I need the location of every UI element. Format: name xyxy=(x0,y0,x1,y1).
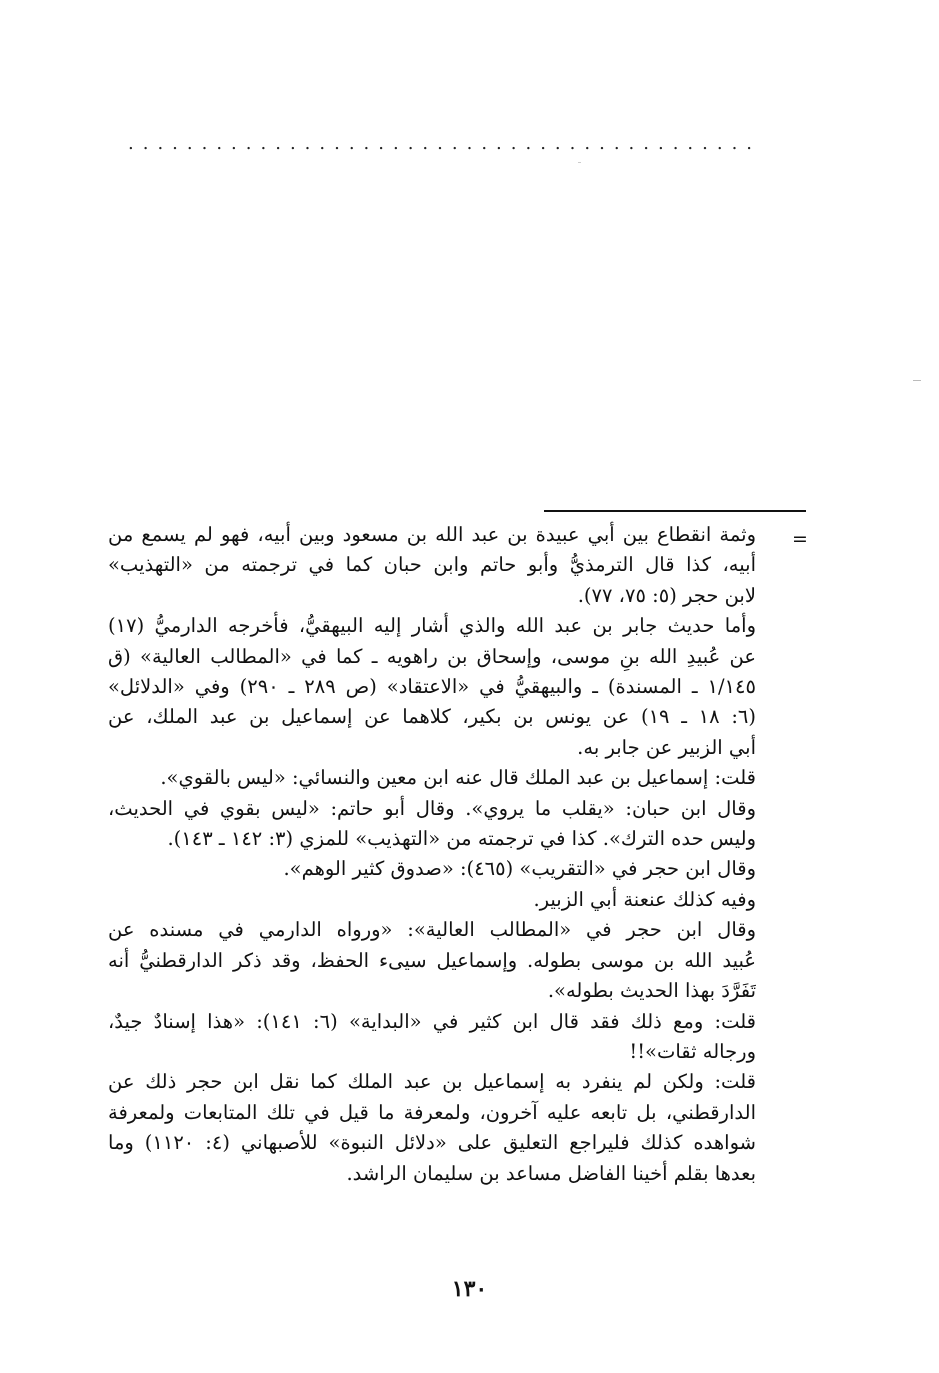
footnote-line: عُبيد الله بن موسى بطوله. وإسماعيل سيىء الحفظ، وقد ذكر الدارقطنيُّ أنه xyxy=(108,948,756,972)
footnote-line: وقال ابن حبان: «يقلب ما يروي». وقال أبو حاتم: «ليس بقوي في الحديث، xyxy=(108,796,756,820)
footnote-continuation-marker: = xyxy=(792,528,808,550)
footnote-line: أبي الزبير عن جابر به. xyxy=(577,735,756,759)
footnote-line: تَفَرَّدَ بهذا الحديث بطوله». xyxy=(547,979,756,1003)
page-number: ١٣٠ xyxy=(451,1276,488,1302)
footnote-line: بعدها بقلم أخينا الفاضل مساعد بن سليمان الراشد. xyxy=(346,1161,756,1185)
footnote-line: (٦: ١٨ ـ ١٩) عن يونس بن بكير، كلاهما عن إسماعيل بن عبد الملك، عن xyxy=(108,705,756,729)
footnote-line: الدارقطني، بل تابعه عليه آخرون، ولمعرفة ما قيل في تلك المتابعات ولمعرفة xyxy=(108,1100,756,1124)
footnote-text xyxy=(108,520,756,1189)
footnote-line: قلت: ومع ذلك فقد قال ابن كثير في «البداية» (٦: ١٤١): «هذا إسنادٌ جيدٌ، xyxy=(108,1009,756,1033)
footnote-line: وقال ابن حجر في «المطالب العالية»: «ورواه الدارمي في مسنده عن xyxy=(108,918,756,942)
footnote-line: لابن حجر (٥: ٧٥، ٧٧). xyxy=(577,583,756,607)
footnote-line: وأما حديث جابر بن عبد الله والذي أشار إليه البيهقيُّ، فأخرجه الدارميُّ (١٧) xyxy=(108,614,756,638)
scan-mark xyxy=(913,380,921,381)
dotted-separator: ........................................... xyxy=(128,133,762,154)
footnote-line: ١/١٤٥ ـ المسندة) ـ والبيهقيُّ في «الاعتقاد» (ص ٢٨٩ ـ ٢٩٠) وفي «الدلائل» xyxy=(108,675,756,699)
footnote-line: وفيه كذلك عنعنة أبي الزبير. xyxy=(533,887,756,911)
footnote-line: ورجاله ثقات»!! xyxy=(629,1039,756,1063)
footnote-line: وقال ابن حجر في «التقريب» (٤٦٥): «صدوق كثير الوهم». xyxy=(283,857,756,881)
footnote-line: قلت: ولكن لم ينفرد به إسماعيل بن عبد الملك كما نقل ابن حجر ذلك عن xyxy=(108,1070,756,1094)
footnote-line: عن عُبيدِ الله بنِ موسى، وإسحاق بن راهويه ـ كما في «المطالب العالية» (ق xyxy=(108,644,756,668)
footnote-line: شواهده كذلك فليراجع التعليق على «دلائل النبوة» للأصبهاني (٤: ١١٢٠) وما xyxy=(108,1131,756,1155)
scan-mark xyxy=(578,162,581,163)
footnote-rule xyxy=(544,510,806,512)
footnote-line: وثمة انقطاع بين أبي عبيدة بن عبد الله بن مسعود وبين أبيه، فهو لم يسمع من xyxy=(108,523,756,546)
footnote-line: أبيه، كذا قال الترمذيُّ وأبو حاتم وابن حبان كما في ترجمته من «التهذيب» xyxy=(108,553,756,577)
footnote-line: وليس حده الترك». كذا في ترجمته من «التهذيب» للمزي (٣: ١٤٢ ـ ١٤٣). xyxy=(167,827,756,851)
footnote-line: قلت: إسماعيل بن عبد الملك قال عنه ابن معين والنسائي: «ليس بالقوي». xyxy=(160,766,756,790)
